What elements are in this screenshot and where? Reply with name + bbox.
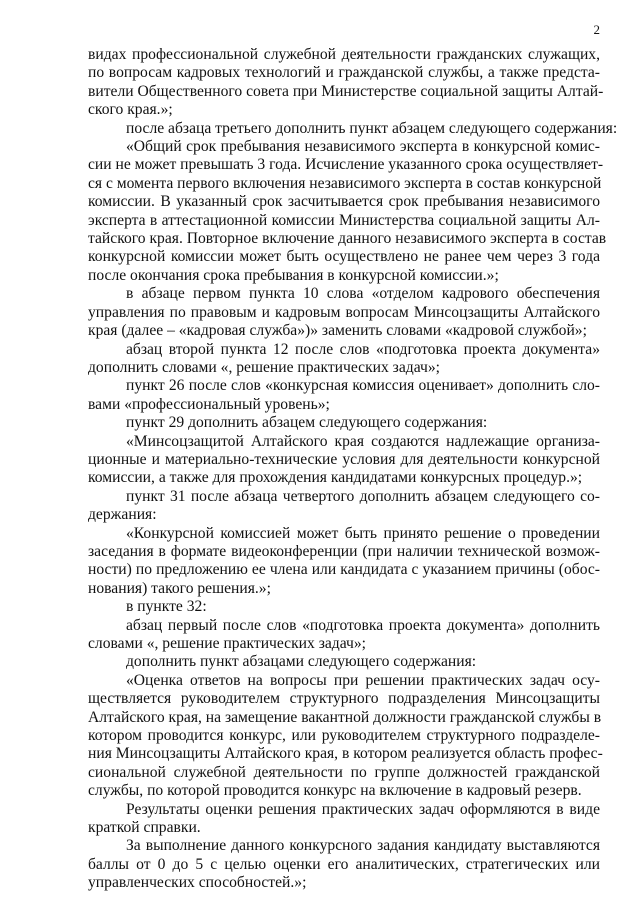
text-line: вители Общественного совета при Министерстве социальной защиты Алтай- xyxy=(88,82,604,100)
text-line: сиональной служебной деятельности по группе должностей гражданской xyxy=(88,763,600,781)
paragraph xyxy=(88,414,600,432)
text-line: Результаты оценки решения практических задач оформляются в виде xyxy=(126,800,600,818)
text-line: ности) по предложению ее члена или кандидата с указанием причины (обос- xyxy=(88,561,600,579)
paragraph xyxy=(88,598,600,616)
text-line: управленческих способностей.»; xyxy=(88,874,307,892)
paragraph xyxy=(88,525,600,599)
document-body xyxy=(88,46,618,893)
text-line: ществляется руководителем структурного подразделения Минсоцзащиты xyxy=(88,690,600,708)
text-line: дополнить словами «, решение практических задач»; xyxy=(88,358,440,376)
text-line: сии не может превышать 3 года. Исчисление указанного срока осуществляет- xyxy=(88,156,604,174)
paragraph xyxy=(88,801,600,838)
text-line: пункт 26 после слов «конкурсная комиссия оценивает» дополнить сло- xyxy=(126,377,600,395)
text-line: ского края.»; xyxy=(88,101,173,119)
text-line: «Оценка ответов на вопросы при решении практических задач осу- xyxy=(126,671,600,689)
text-line: после абзаца третьего дополнить пункт абзацем следующего содержания: xyxy=(126,119,618,137)
paragraph xyxy=(88,341,600,378)
text-line: «Минсоцзащитой Алтайского края создаются надлежащие организа- xyxy=(126,432,600,450)
paragraph xyxy=(88,377,600,414)
text-line: управления по правовым и кадровым вопросам Минсоцзащиты Алтайского xyxy=(88,303,600,321)
text-line: словами «, решение практических задач»; xyxy=(88,635,367,652)
text-line: краткой справки. xyxy=(88,819,201,837)
text-line: Алтайского края, на замещение вакантной должности гражданской службы в xyxy=(88,708,602,726)
text-line: котором проводится конкурс, или руководителем структурного подразделе- xyxy=(88,727,600,745)
text-line: конкурсной комиссии может быть осуществлено не ранее чем через 3 года xyxy=(88,248,600,266)
paragraph xyxy=(88,617,600,654)
text-line: вами «профессиональный уровень»; xyxy=(88,395,330,413)
text-line: края (далее – «кадровая служба»)» заменить словами «кадровой службой»; xyxy=(88,322,587,340)
text-line: в пункте 32: xyxy=(126,598,207,616)
text-line: заседания в формате видеоконференции (при наличии технической возмож- xyxy=(88,542,600,560)
text-line: «Конкурсной комиссией может быть принято решение о проведении xyxy=(126,524,600,542)
paragraph xyxy=(88,119,618,138)
paragraph xyxy=(88,671,603,801)
text-line: «Общий срок пребывания независимого эксперта в конкурсной комис- xyxy=(126,138,600,156)
paragraph xyxy=(88,138,607,285)
paragraph xyxy=(88,433,600,488)
text-line: дополнить пункт абзацами следующего содержания: xyxy=(126,653,477,671)
text-line: в абзаце первом пункта 10 слова «отделом кадрового обеспечения xyxy=(126,285,600,303)
paragraph xyxy=(88,837,600,892)
text-line: абзац второй пункта 12 после слов «подготовка проекта документа» xyxy=(126,340,600,358)
paragraph xyxy=(88,488,600,525)
text-line: тайского края. Повторное включение данного независимого эксперта в состав xyxy=(88,230,607,248)
text-line: эксперта в аттестационной комиссии Министерства социальной защиты Ал- xyxy=(88,211,600,229)
text-line: нования) такого решения.»; xyxy=(88,579,271,597)
paragraph xyxy=(88,653,600,671)
text-line: ния Минсоцзащиты Алтайского края, в котором реализуется область профес- xyxy=(88,745,603,763)
text-line: службы, по которой проводится конкурс на включение в кадровый резерв. xyxy=(88,782,582,800)
paragraph xyxy=(88,46,604,120)
text-line: комиссии, а также для прохождения кандидатами конкурсных процедур.»; xyxy=(88,469,583,487)
text-line: пункт 31 после абзаца четвертого дополнить абзацем следующего со- xyxy=(126,487,600,505)
text-line: За выполнение данного конкурсного задания кандидату выставляются xyxy=(126,837,600,855)
text-line: видах профессиональной служебной деятельности гражданских служащих, xyxy=(88,46,600,63)
text-line: ционные и материально-технические условия для деятельности конкурсной xyxy=(88,450,600,468)
text-line: комиссии. В указанный срок засчитывается срок пребывания независимого xyxy=(88,193,600,211)
text-line: ся с момента первого включения независимого эксперта в состав конкурсной xyxy=(88,174,602,192)
text-line: держания: xyxy=(88,506,157,524)
paragraph xyxy=(88,285,600,340)
text-line: по вопросам кадровых технологий и гражданской службы, а также предста- xyxy=(88,64,600,82)
text-line: пункт 29 дополнить абзацем следующего содержания: xyxy=(126,414,488,432)
page-number: 2 xyxy=(593,22,600,37)
text-line: баллы от 0 до 5 с целью оценки его аналитических, стратегических или xyxy=(88,855,600,873)
text-line: после окончания срока пребывания в конкурсной комиссии.»; xyxy=(88,266,499,284)
text-line: абзац первый после слов «подготовка проекта документа» дополнить xyxy=(126,616,600,634)
